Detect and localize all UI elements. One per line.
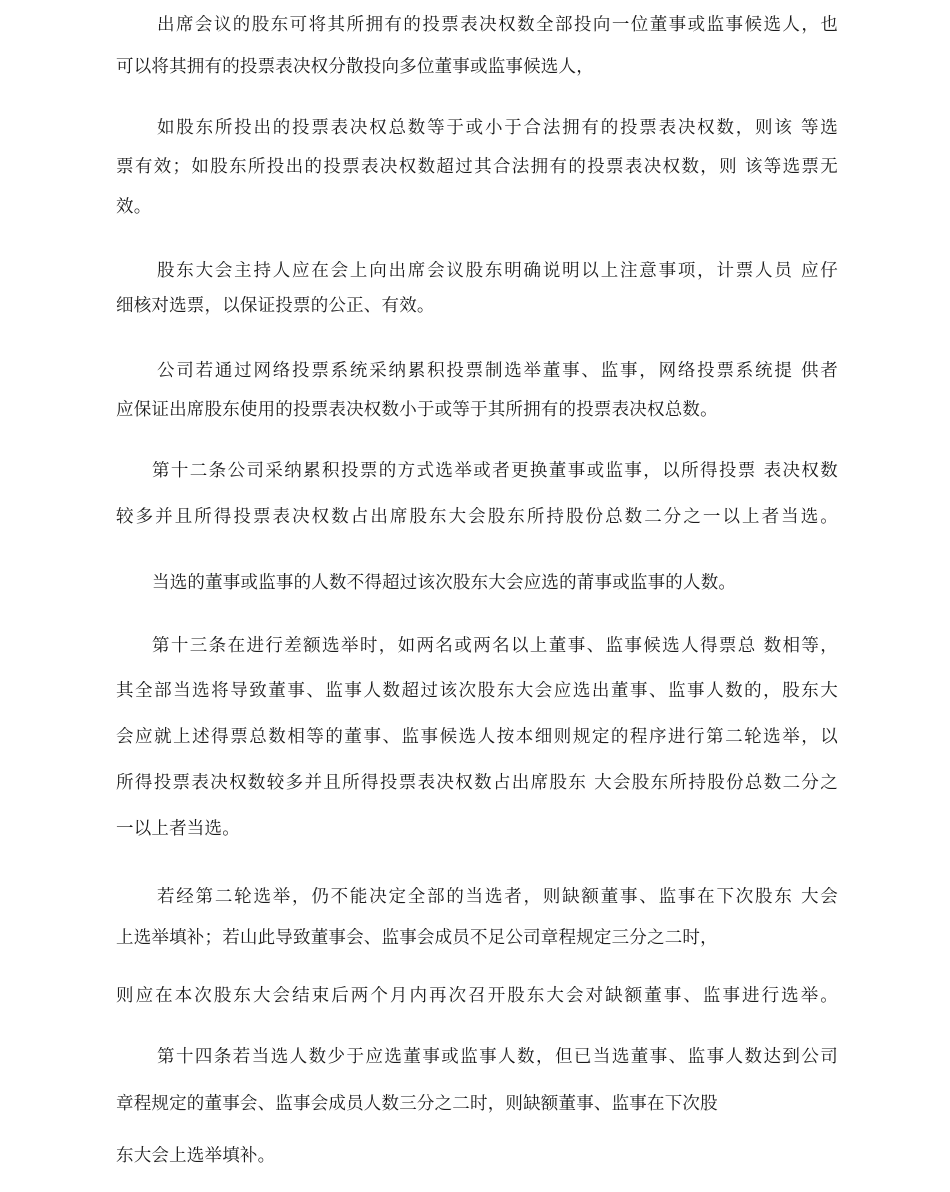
article-13-line-4: 所得投票表决权数较多并且所得投票表决权数占出席股东 大会股东所持股份总数二分之 <box>116 773 838 793</box>
paragraph-1-line-1: 出席会议的股东可将其所拥有的投票表决权数全部投向一位董事或监事候选人，也 <box>157 15 838 35</box>
article-14-line-2: 章程规定的董事会、监事会成员人数三分之二时，则缺额董事、监事在下次股 <box>116 1094 718 1114</box>
paragraph-6-line-1: 当选的董事或监事的人数不得超过该次股东大会应选的莆事或监事的人数。 <box>152 573 737 593</box>
paragraph-4-line-1: 公司若通过网络投票系统采纳累积投票制选举董事、监事，网络投票系统提 供者 <box>157 361 838 381</box>
paragraph-2-line-1: 如股东所投出的投票表决权总数等于或小于合法拥有的投票表决权数，则该 等选 <box>157 118 838 138</box>
article-13-line-1: 第十三条在进行差额选举时，如两名或两名以上董事、监事候选人得票总 数相等， <box>152 636 838 656</box>
paragraph-8-line-1: 若经第二轮选举，仍不能决定全部的当选者，则缺额董事、监事在下次股东 大会 <box>157 887 838 907</box>
paragraph-2-line-3: 效。 <box>116 197 152 217</box>
article-12-line-1: 第十二条公司采纳累积投票的方式选举或者更换董事或监事，以所得投票 表决权数 <box>152 461 838 481</box>
paragraph-4-line-2: 应保证出席股东使用的投票表决权数小于或等于其所拥有的投票表决权总数。 <box>116 400 718 420</box>
article-14-line-1: 第十四条若当选人数少于应选董事或监事人数，但已当选董事、监事人数达到公司 <box>157 1047 838 1067</box>
article-12-line-2: 较多并且所得投票表决权数占出席股东大会股东所持股份总数二分之一以上者当选。 <box>116 507 838 527</box>
paragraph-8-line-2: 上选举填补；若山此导致董事会、监事会成员不足公司章程规定三分之二时， <box>116 928 718 948</box>
article-13-line-5: 一以上者当选。 <box>116 819 240 839</box>
paragraph-3-line-1: 股东大会主持人应在会上向出席会议股东明确说明以上注意事项，计票人员 应仔 <box>157 261 838 281</box>
article-13-line-3: 会应就上述得票总数相等的董事、监事候选人按本细则规定的程序进行第二轮选举，以 <box>116 727 838 747</box>
paragraph-1-line-2: 可以将其拥有的投票表决权分散投向多位董事或监事候选人， <box>116 57 594 77</box>
article-13-line-2: 其全部当选将导致董事、监事人数超过该次股东大会应选出董事、监事人数的，股东大 <box>116 681 838 701</box>
paragraph-11-line-1: 东大会上选举填补。 <box>116 1146 276 1166</box>
paragraph-3-line-2: 细核对选票，以保证投票的公正、有效。 <box>116 296 435 316</box>
paragraph-9-line-1: 则应在本次股东大会结束后两个月内再次召开股东大会对缺额董事、监事进行选举。 <box>116 986 838 1006</box>
paragraph-2-line-2: 票有效；如股东所投出的投票表决权数超过其合法拥有的投票表决权数，则 该等选票无 <box>116 157 838 177</box>
